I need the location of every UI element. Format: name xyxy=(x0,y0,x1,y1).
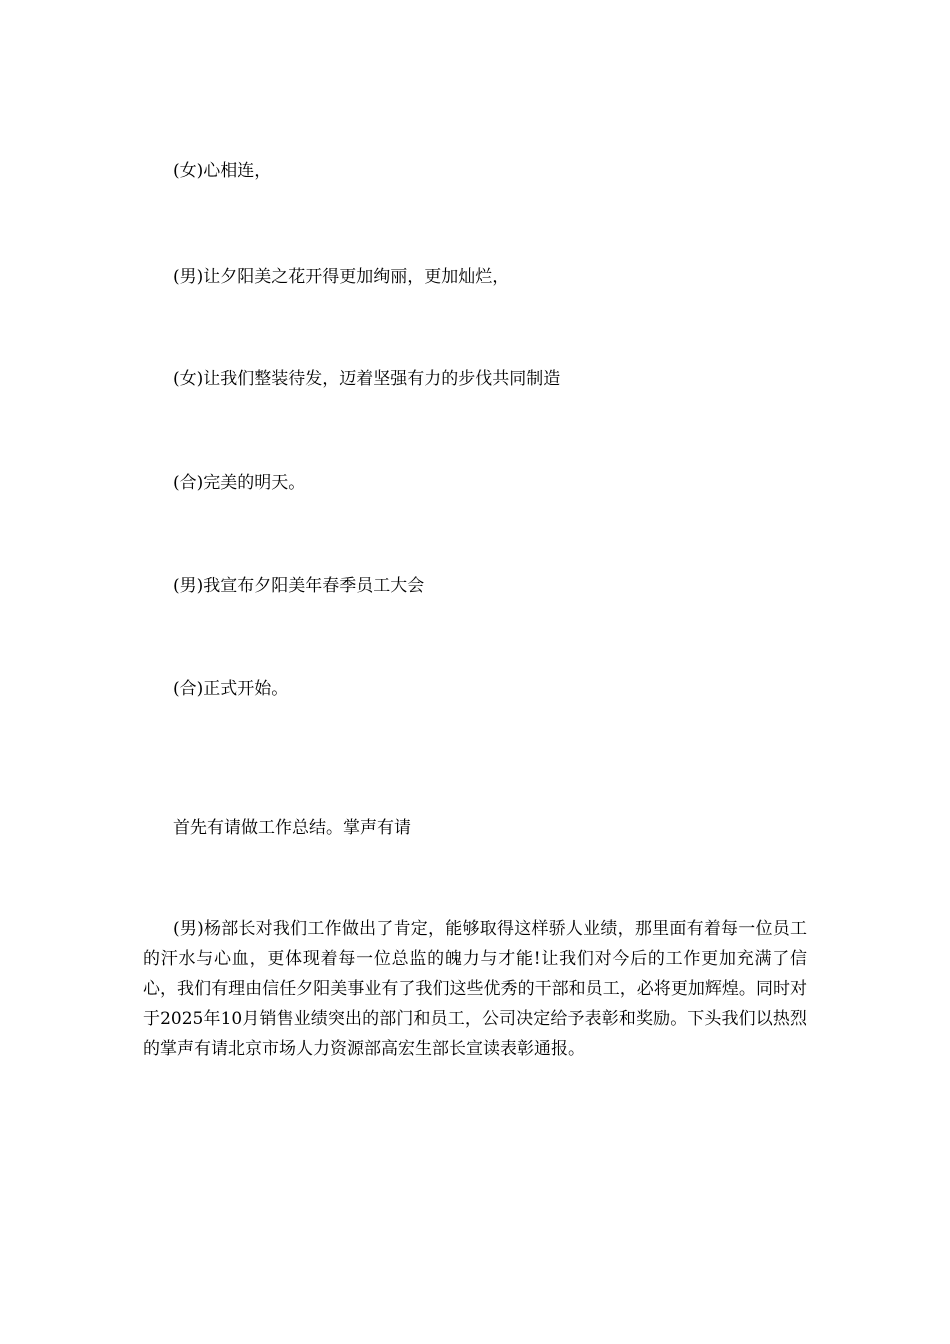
text-line-7: 首先有请做工作总结。掌声有请 xyxy=(173,818,411,838)
text-line-2: (男)让夕阳美之花开得更加绚丽，更加灿烂， xyxy=(173,267,510,287)
text-line-5: (男)我宣布夕阳美年春季员工大会 xyxy=(173,576,425,596)
text-line-3: (女)让我们整装待发，迈着坚强有力的步伐共同制造 xyxy=(173,369,561,389)
text-line-1: (女)心相连， xyxy=(173,161,272,181)
body-paragraph: (男)杨部长对我们工作做出了肯定，能够取得这样骄人业绩，那里面有着每一位员工的汗水与心血，更体现着每一位总监的魄力与才能!让我们对今后的工作更加充满了信心，我们有理由信任夕阳美事业有了我们这些优秀的干部和员工，必将更加辉煌。同时对于2025年10月销售业绩突出的部门和员工，公司决定给予表彰和奖励。下头我们以热烈的掌声有请北京市场人力资源部高宏生部长宣读表彰通报。 xyxy=(143,919,807,1059)
text-line-6: (合)正式开始。 xyxy=(173,679,289,699)
text-line-4: (合)完美的明天。 xyxy=(173,473,306,493)
